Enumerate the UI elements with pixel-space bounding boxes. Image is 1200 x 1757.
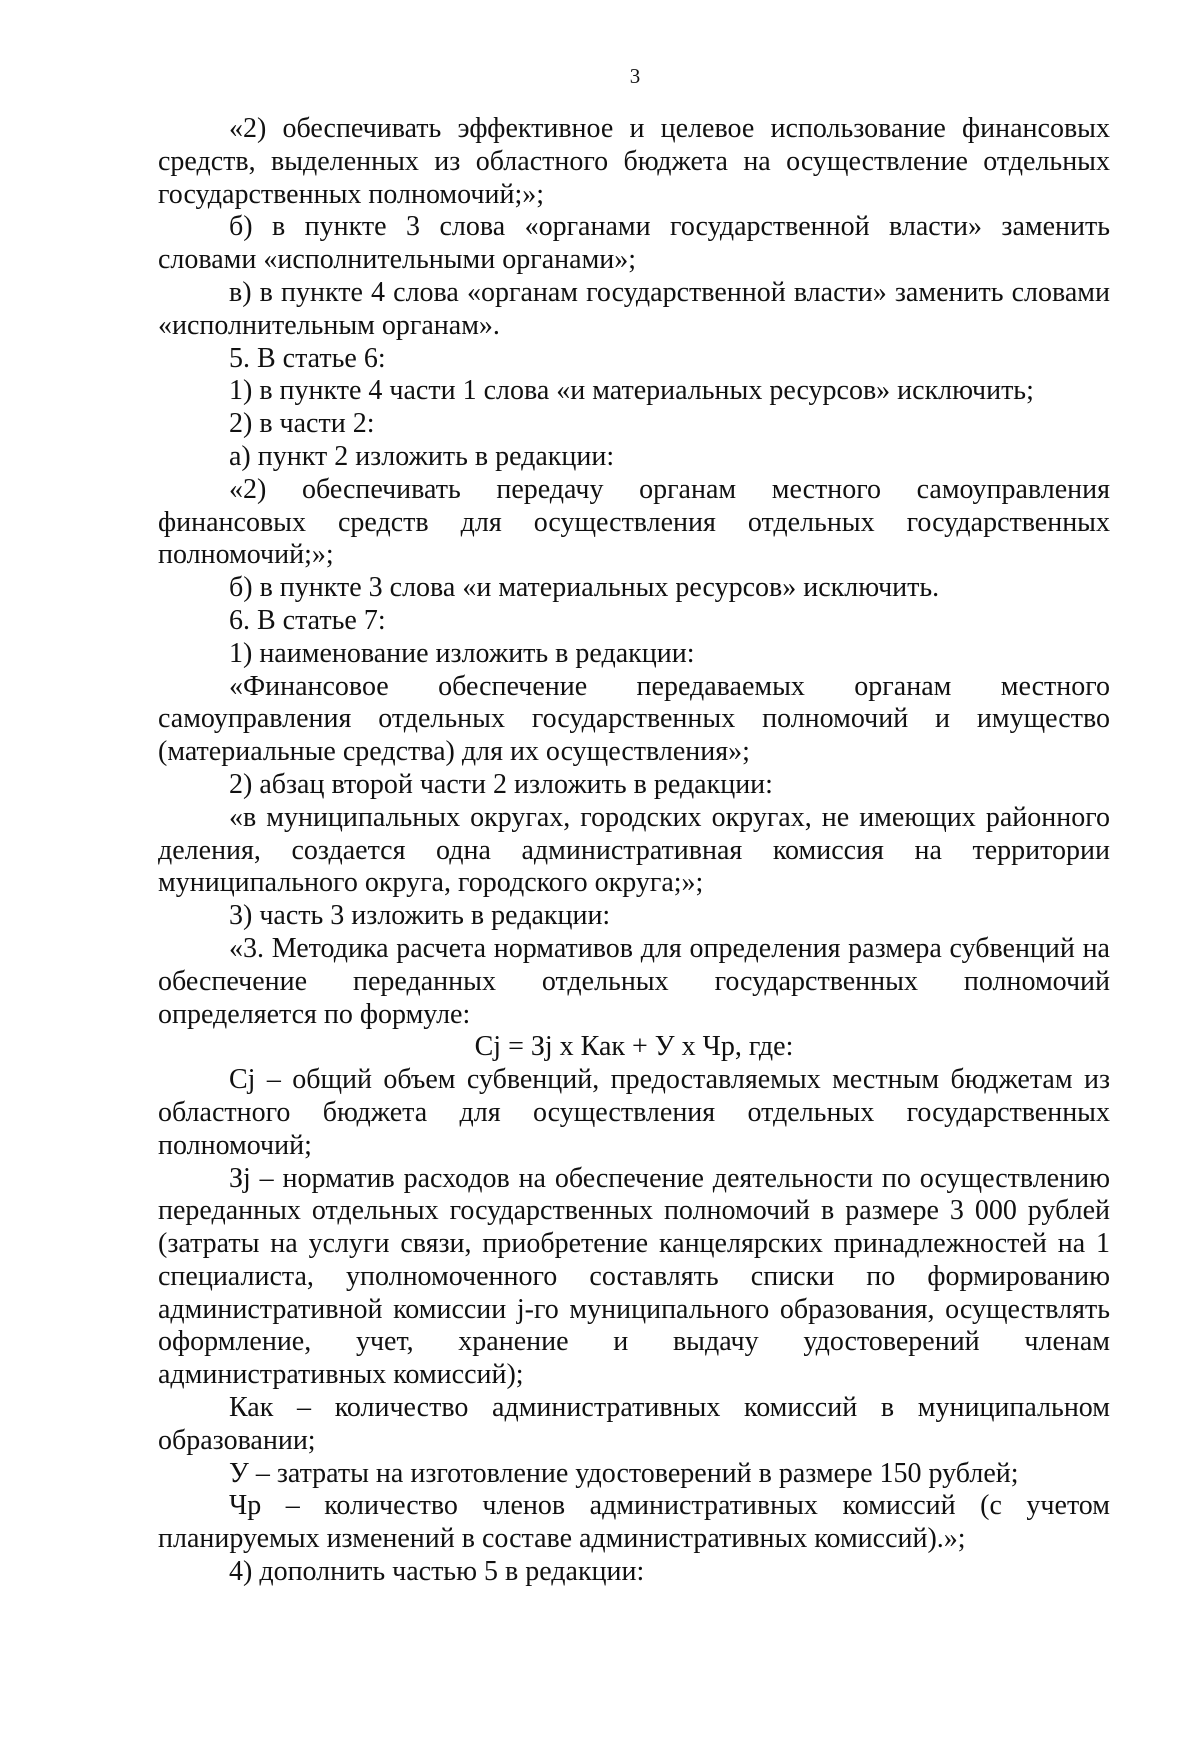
paragraph-article-7-item-2: 2) абзац второй части 2 изложить в редакции: [229, 768, 773, 800]
paragraph-article-7-heading: 6. В статье 7: [229, 604, 386, 636]
paragraph-quote-municipal-districts: «в муниципальных округах, городских округах, не имеющих районного деления, создается одна административная комиссия на территории муниципального округа, городского округа;»; [158, 801, 1110, 899]
paragraph-article-6-item-2b: б) в пункте 3 слова «и материальных ресурсов» исключить. [229, 572, 940, 604]
paragraph-article-6-item-2: 2) в части 2: [229, 408, 375, 440]
paragraph-article-6-heading: 5. В статье 6: [229, 342, 386, 374]
paragraph-article-7-item-1: 1) наименование изложить в редакции: [229, 637, 695, 669]
paragraph-article-7-item-4: 4) дополнить частью 5 в редакции: [229, 1556, 645, 1588]
paragraph-article-7-item-3: 3) часть 3 изложить в редакции: [229, 900, 611, 932]
paragraph-article-6-item-1: 1) в пункте 4 части 1 слова «и материальных ресурсов» исключить; [229, 375, 1034, 407]
paragraph-definition-u: У – затраты на изготовление удостоверений в размере 150 рублей; [229, 1457, 1019, 1489]
paragraph-v-point-4: в) в пункте 4 слова «органам государственной власти» заменить словами «исполнительным органам». [158, 276, 1110, 341]
paragraph-definition-zj: Зj – норматив расходов на обеспечение деятельности по осуществлению переданных отдельных государственных полномочий в размере 3 000 рублей (затраты на услуги связи, приобретение канцелярских принадлежностей на 1 специалиста, уполномоченного составлять списки по формированию административной комиссии j-го муниципального образования, осуществлять оформление, учет, хранение и выдачу удостоверений членам административных комиссий); [158, 1162, 1110, 1391]
paragraph-definition-chr: Чр – количество членов административных комиссий (с учетом планируемых изменений в составе административных комиссий).»; [158, 1490, 1110, 1555]
document-body [158, 113, 1110, 1589]
paragraph-definition-cj: Cj – общий объем субвенций, предоставляемых местным бюджетам из областного бюджета для осуществления отдельных государственных полномочий; [158, 1064, 1110, 1161]
paragraph-article-6-item-2a: а) пункт 2 изложить в редакции: [229, 440, 615, 472]
paragraph-quote-methodology: «3. Методика расчета нормативов для определения размера субвенций на обеспечение переданных отдельных государственных полномочий определяется по формуле: [158, 932, 1110, 1030]
paragraph-b-point-3: б) в пункте 3 слова «органами государственной власти» заменить словами «исполнительными органами»; [158, 211, 1110, 276]
paragraph-definition-kak: Как – количество административных комиссий в муниципальном образовании; [158, 1392, 1110, 1456]
paragraph-quote-title: «Финансовое обеспечение передаваемых органам местного самоуправления отдельных государственных полномочий и имущество (материальные средства) для их осуществления»; [158, 670, 1110, 768]
paragraph-2-quote-financial-use: «2) обеспечивать эффективное и целевое использование финансовых средств, выделенных из областного бюджета на осуществление отдельных государственных полномочий;»; [158, 113, 1110, 210]
page-number: 3 [629, 64, 641, 88]
formula: Cj = Зj х Как + У х Чр, где: [474, 1031, 794, 1063]
paragraph-quote-transfer-funds: «2) обеспечивать передачу органам местного самоуправления финансовых средств для осуществления отдельных государственных полномочий;»; [158, 473, 1110, 571]
